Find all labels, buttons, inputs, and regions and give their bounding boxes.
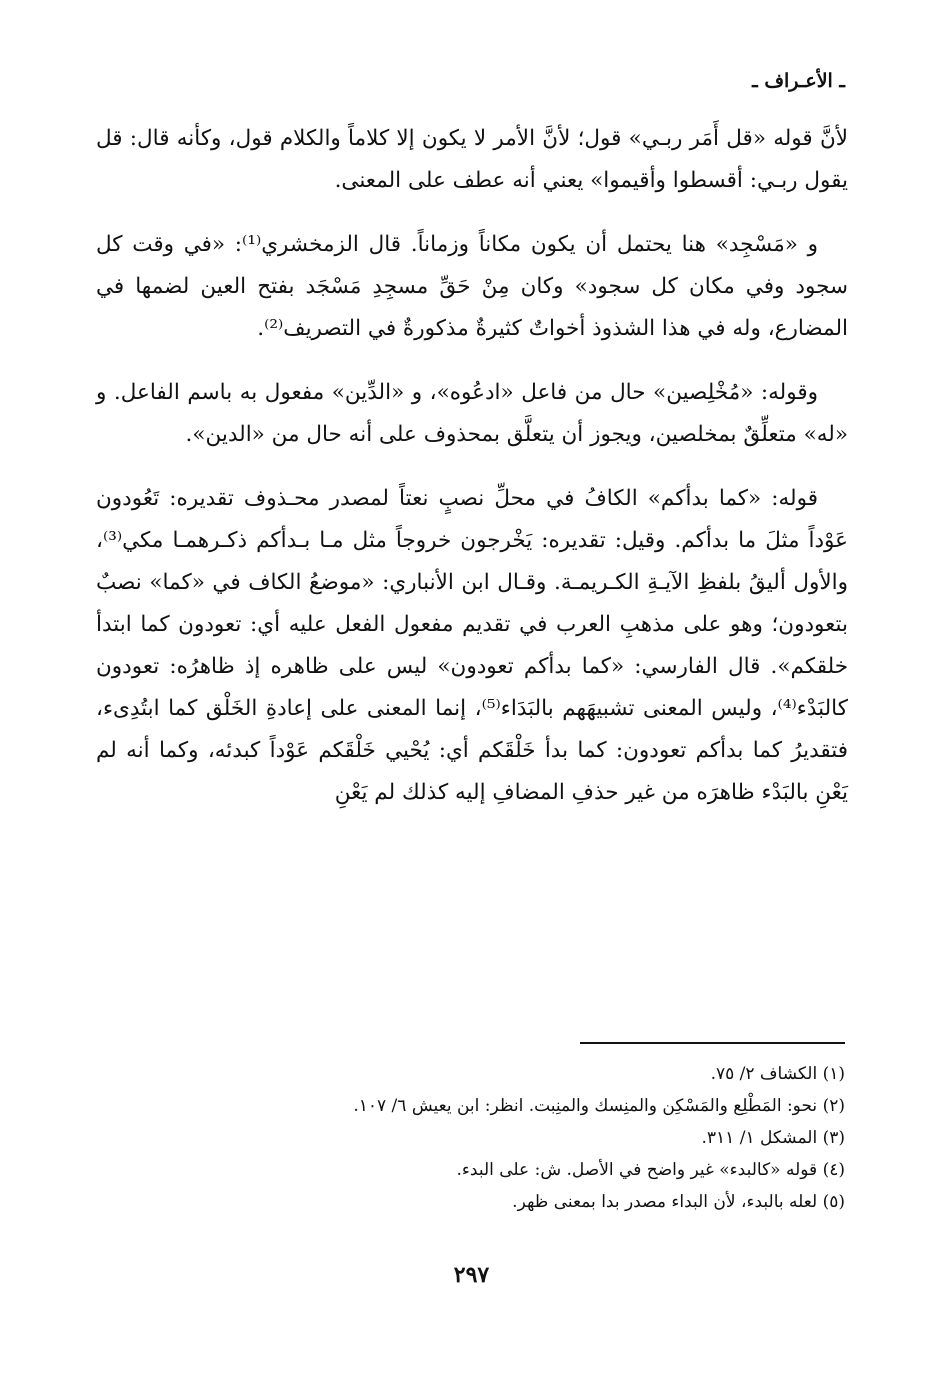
footnote: (٣) المشكل ١/ ٣١١. <box>701 1128 845 1148</box>
paragraph: لأنَّ قوله «قل أَمَر ربـي» قول؛ لأنَّ الأمر لا يكون إلا كلاماً والكلام قول، وكأنه قال: قل يقول ربـي: أقسطوا وأقيموا» يعني أنه عطف على المعنى. <box>96 126 848 193</box>
page-number: ٢٩٧ <box>453 1262 490 1288</box>
footnote-separator <box>580 1042 845 1044</box>
footnote: (٥) لعله بالبدء، لأن البداء مصدر بدا بمعنى ظهر. <box>512 1192 845 1212</box>
footnote: (١) الكشاف ٢/ ٧٥. <box>710 1064 845 1084</box>
paragraph: وقوله: «مُخْلِصين» حال من فاعل «ادعُوه»، و «الدِّين» مفعول به باسم الفاعل. و «له» متعلِّقٌ بمخلصين، ويجوز أن يتعلَّق بمحذوف على أنه حال من «الدين». <box>96 380 848 447</box>
footnote: (٤) قوله «كالبدء» غير واضح في الأصل. ش: على البدء. <box>456 1160 845 1180</box>
footnotes <box>145 1058 845 1218</box>
paragraph: قوله: «كما بدأكم» الكافُ في محلِّ نصبٍ نعتاً لمصدر محـذوف تقديره: تَعُودون عَوْداً مثلَ ما بدأكم. وقيل: تقديره: يَخْرجون خروجاً مثل مـا بـدأكم ذكـرهمـا مكي⁽³⁾، والأول أليقُ بلفظِ الآيـةِ الكـريمـة. وقـال ابن الأنباري: «موضعُ الكاف في «كما» نصبٌ بتعودون؛ وهو على مذهبِ العرب في تقديم مفعول الفعل عليه أي: تعودون كما ابتدأ خلقكم». قال الفارسي: «كما بدأكم تعودون» ليس على ظاهره إذ ظاهرُه: تعودون كالبَدْء⁽⁴⁾، وليس المعنى تشبيهَهم بالبَدَاء⁽⁵⁾، إنما المعنى على إعادةِ الخَلْق كما ابتُدِىء، فتقديرُ كما بدأكم تعودون: كما بدأ خَلْقَكم أي: يُحْيي خَلْقَكم عَوْداً كبدئه، وكما أنه لم يَعْنِ بالبَدْء ظاهرَه من غير حذفِ المضافِ إليه كذلك لم يَعْنِ <box>96 486 848 805</box>
running-header: ـ الأعـراف ـ <box>752 70 845 92</box>
footnote: (٢) نحو: المَطْلِع والمَسْكِن والمنِسك والمنِبت. انظر: ابن يعيش ٦/ ١٠٧. <box>353 1096 845 1116</box>
main-text <box>96 118 848 836</box>
paragraph: و «مَسْجِد» هنا يحتمل أن يكون مكاناً وزماناً. قال الزمخشري⁽¹⁾: «في وقت كل سجود وفي مكان كل سجود» وكان مِنْ حَقِّ مسجِدِ مَسْجَد بفتح العين لضمها في المضارع، وله في هذا الشذوذ أخواتٌ كثيرةٌ مذكورةٌ في التصريف⁽²⁾. <box>96 232 848 341</box>
